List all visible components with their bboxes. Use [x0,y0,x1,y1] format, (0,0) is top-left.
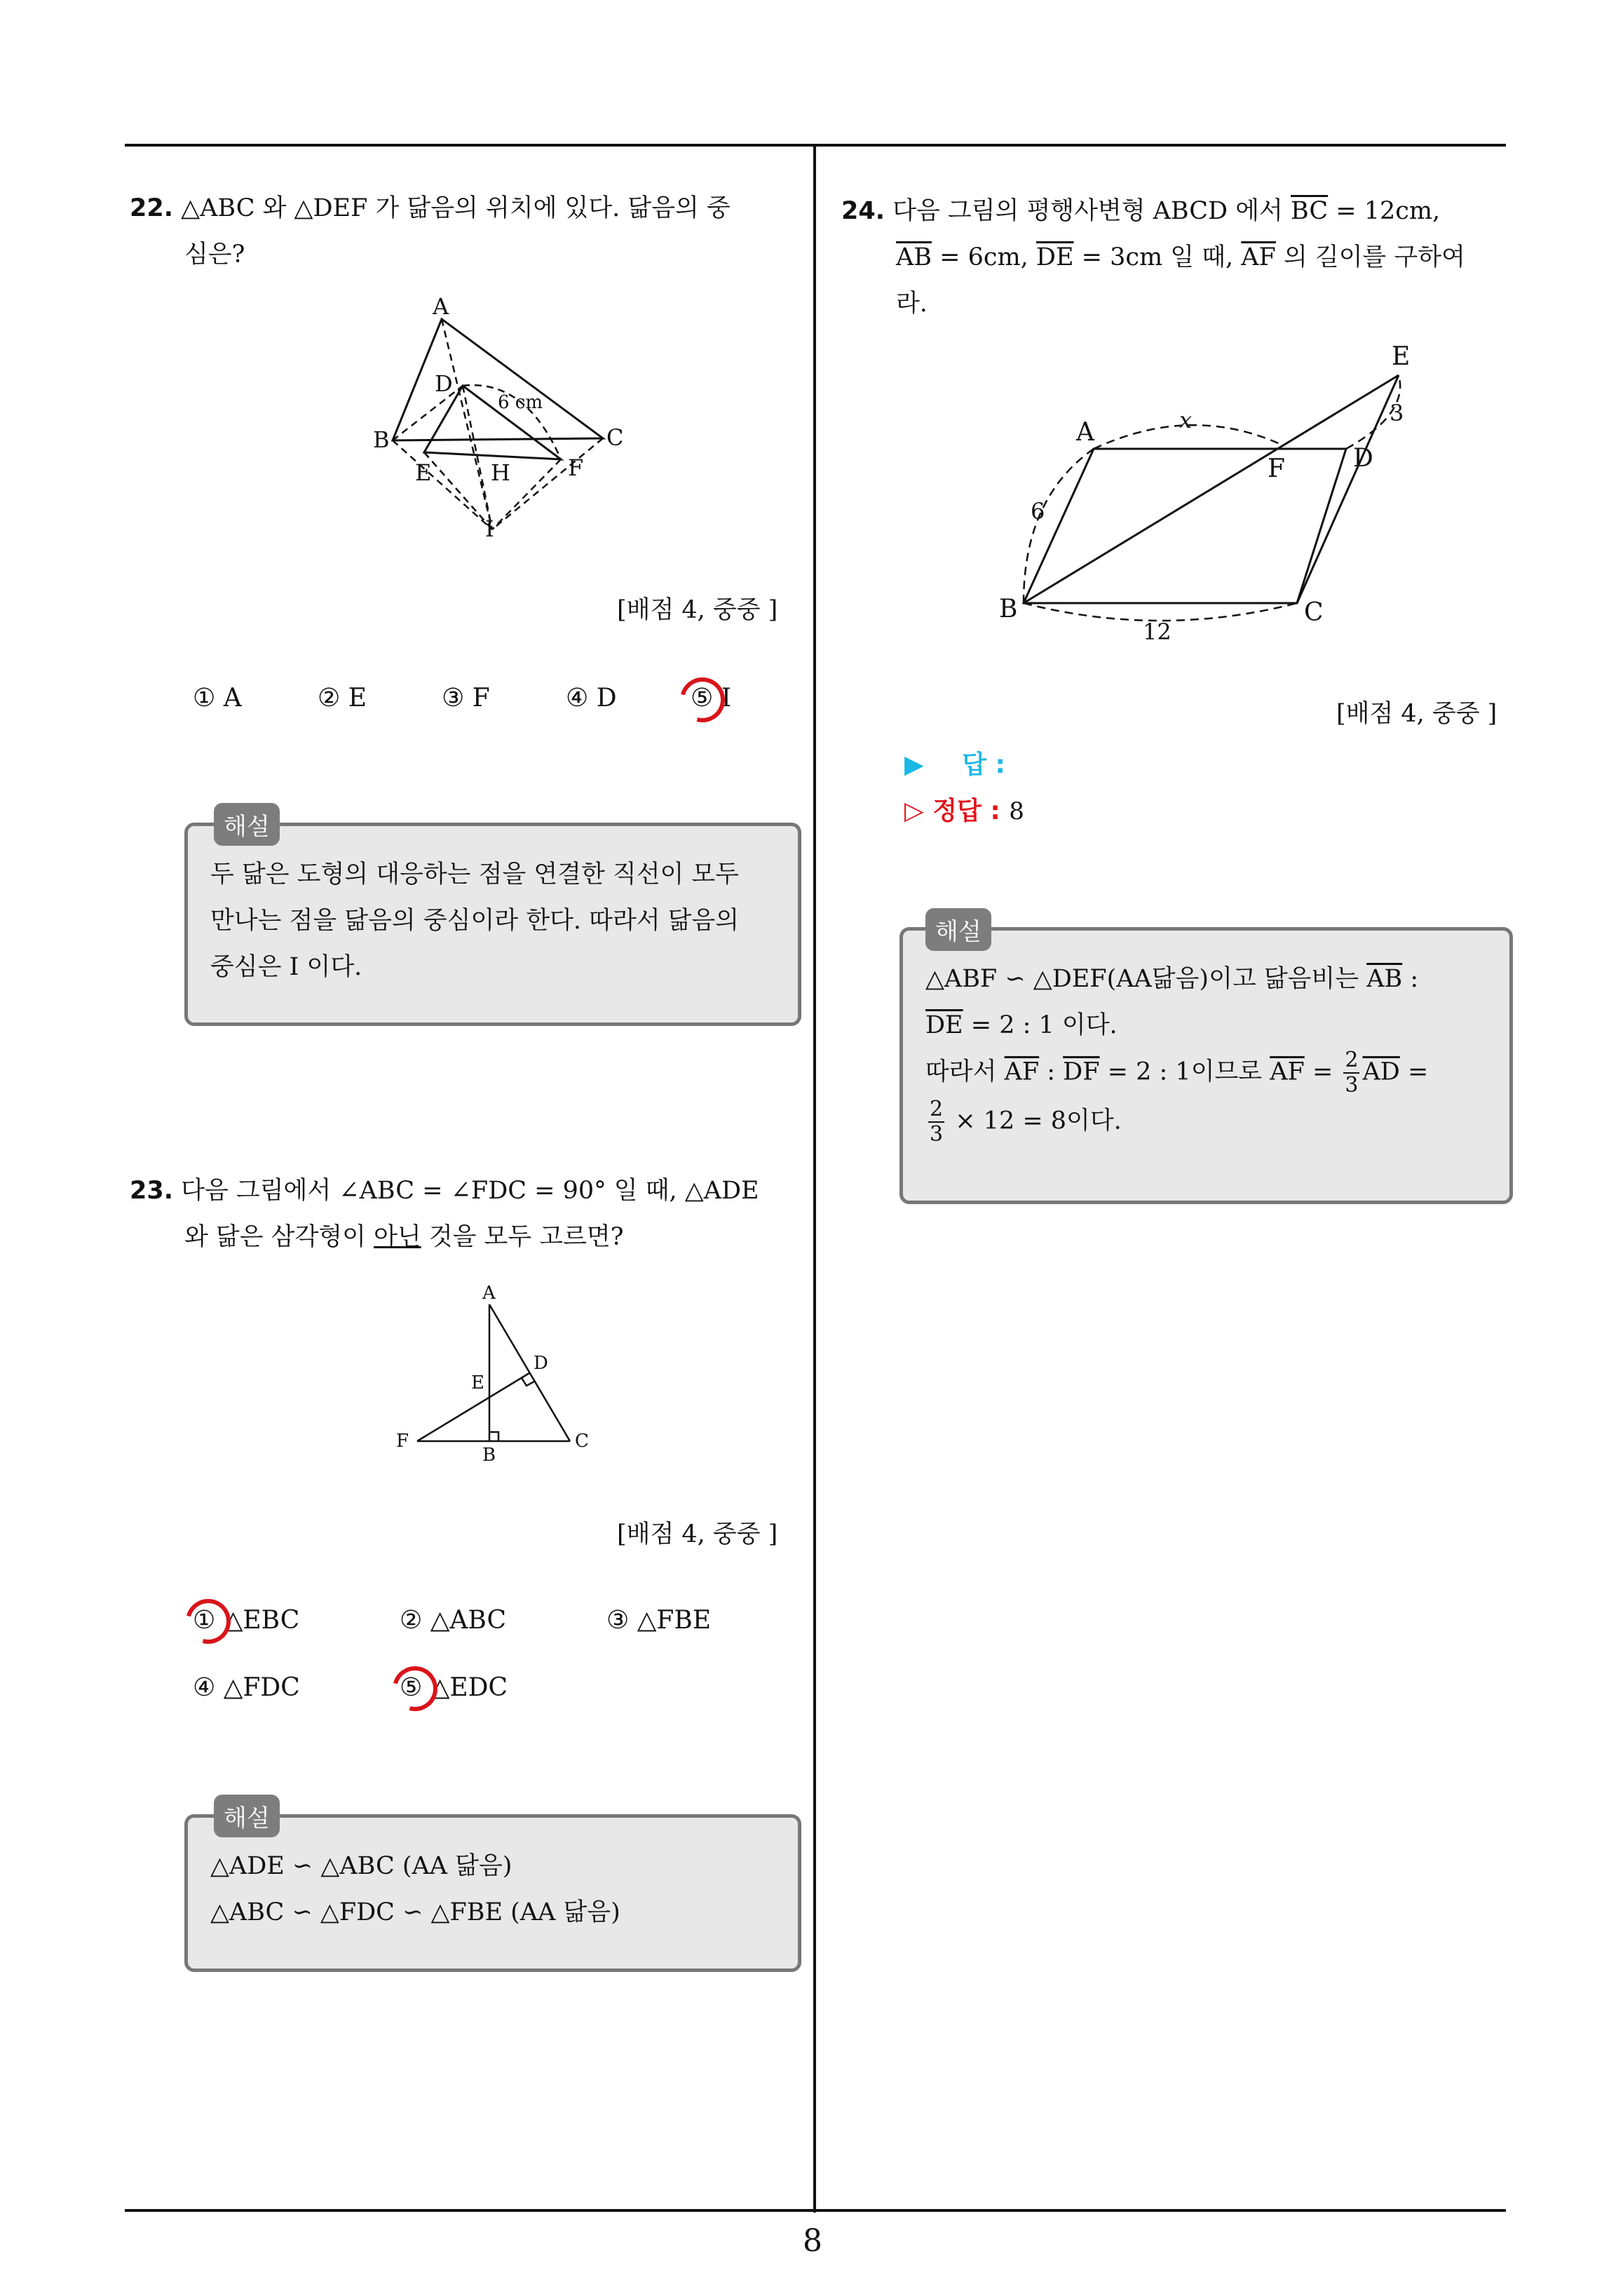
q22-explanation-line1: 두 닮은 도형의 대응하는 점을 연결한 직선이 모두 [210,860,740,889]
q24-correct-line [904,791,1024,827]
q23-label-f: F [396,1431,409,1452]
q24-exp-l3-seg1: $\overline{AF}$ [1004,1058,1040,1086]
q22-label-a: A [433,295,449,320]
q22-choice-1[interactable]: ① A [193,684,242,713]
q23-explanation-line1: △ADE ∽ △ABC (AA 닮음) [210,1852,512,1880]
q24-line-be [1024,375,1399,603]
q24-line1-post: = 12cm, [1328,197,1441,225]
q23-answer-mark-5 [384,1658,445,1719]
q24-label-d: D [1353,444,1373,473]
q22-label-i: I [485,515,494,542]
q24-exp-frac1-num: 2 [1345,1048,1359,1072]
q22-triangle-abc [393,319,603,440]
q22-label-d: D [435,370,453,397]
q24-label-a: A [1076,418,1094,447]
q24-answer-arrow-icon: ▶ [904,750,924,779]
q23-label-c: C [575,1431,589,1452]
q22-label-c: C [606,424,624,451]
q24-line1-seg: $\overline{BC}$ [1291,197,1329,225]
q24-line2-mid2: = 3cm 일 때, [1073,243,1242,271]
q24-exp-l2-post: = 2 : 1 이다. [963,1011,1118,1039]
q24-correct-label: 정답 : [932,797,1000,825]
q24-answer-line [904,745,1309,781]
q24-line2-seg2: $\overline{DE}$ [1035,243,1074,271]
q22-choice-2[interactable]: ② E [318,684,367,713]
q22-choice-3[interactable]: ③ F [442,684,490,713]
q24-label-x: x [1179,407,1193,433]
q23-choice-1[interactable]: ① △EBC [193,1606,300,1635]
q22-text-line1: △ABC 와 △DEF 가 닮음의 위치에 있다. 닮음의 중 [181,194,731,222]
q23-text-line2-post: 것을 모두 고르면? [421,1223,624,1251]
q22-answer-mark-5 [672,669,733,730]
q22-score: [배점 4, 중중 ] [617,596,778,624]
q22-question [130,185,803,278]
q23-label-b: B [482,1445,496,1466]
column-divider [813,144,816,2213]
q24-exp-fraction-2 [928,1098,944,1147]
q22-label-e: E [415,459,432,486]
q22-label-f: F [568,454,584,481]
q24-label-e: E [1392,342,1411,371]
q24-line2-mid1: = 6cm, [932,243,1036,271]
q24-line1-pre: 다음 그림의 평행사변형 ABCD 에서 [892,197,1291,225]
q22-explanation-line2: 만나는 점을 닮음의 중심이라 한다. 따라서 닮음의 [210,907,740,935]
q24-exp-l3-seg2: $\overline{DF}$ [1063,1058,1100,1086]
q23-label-d: D [534,1353,548,1374]
q23-label-a: A [482,1283,496,1304]
q24-exp-l1-seg: $\overline{AB}$ [1366,965,1403,993]
q24-exp-l1-post: : [1402,965,1419,993]
q22-label-len: 6 cm [498,392,543,413]
q22-explanation-tag: 해설 [214,803,280,846]
q22-text-line2: 심은? [184,241,245,269]
q24-exp-frac1-den: 3 [1345,1073,1359,1098]
q24-label-b: B [999,595,1018,623]
q23-question [130,1168,803,1260]
q23-text-line2-pre: 와 닮은 삼각형이 [184,1223,374,1251]
q23-text-line1: 다음 그림에서 ∠ABC = ∠FDC = 90° 일 때, △ADE [181,1177,759,1205]
q24-figure [989,337,1423,659]
q24-exp-frac2-num: 2 [930,1097,944,1121]
q22-label-b: B [373,426,390,453]
q23-choice-3[interactable]: ③ △FBE [606,1606,712,1635]
page-number: 8 [803,2223,822,2259]
q23-figure [389,1283,606,1466]
q24-answer-label: 답 : [962,750,1005,779]
q23-score: [배점 4, 중중 ] [617,1520,778,1548]
bottom-rule [125,2209,1506,2212]
q24-exp-l3-seg3: $\overline{AF}$ [1270,1058,1305,1086]
q24-exp-l2-seg: $\overline{DE}$ [925,1011,963,1039]
q22-number: 22. [130,194,174,222]
q24-exp-l3-mid2: = 2 : 1이므로 [1099,1058,1270,1086]
q24-exp-frac2-den: 3 [930,1122,944,1147]
q24-line3: 라. [896,290,928,318]
q24-answer-input[interactable] [1014,745,1309,773]
q24-correct-arrow-icon: ▷ [904,797,924,825]
q24-exp-l4-post: × 12 = 8이다. [947,1107,1122,1135]
q22-label-h: H [491,459,510,486]
q24-line2-seg1: $\overline{AB}$ [896,243,932,271]
q24-explanation-tag: 해설 [925,908,991,951]
q23-explanation-tag: 해설 [214,1795,280,1837]
q23-label-e: E [471,1372,484,1393]
q23-number: 23. [130,1177,174,1205]
q22-choice-4[interactable]: ④ D [566,684,617,713]
q24-label-6: 6 [1031,498,1045,525]
q23-text-line2-under: 아닌 [374,1223,421,1251]
q24-number: 24. [841,197,885,225]
q24-explanation-box [899,927,1513,1204]
q23-explanation-line2: △ABC ∽ △FDC ∽ △FBE (AA 닮음) [210,1898,620,1926]
q24-line2-post: 의 길이를 구하여 [1275,243,1465,271]
q23-answer-mark-1 [177,1591,238,1652]
q24-parallelogram [1024,449,1346,603]
q23-choice-5[interactable]: ⑤ △EDC [400,1673,508,1702]
q23-choice-2[interactable]: ② △ABC [400,1606,507,1635]
q24-label-12: 12 [1143,619,1172,645]
q22-figure [365,295,631,547]
q24-exp-l1-pre: △ABF ∽ △DEF(AA닮음)이고 닮음비는 [925,965,1367,993]
q24-exp-fraction-1 [1343,1048,1359,1098]
q24-correct-value: 8 [1009,797,1024,825]
q23-choice-4[interactable]: ④ △FDC [193,1673,300,1702]
q24-line2-seg3: $\overline{AF}$ [1241,243,1276,271]
q24-exp-l3-pre: 따라서 [925,1058,1005,1086]
q22-explanation-box [184,823,801,1026]
q24-exp-l3-seg4: $\overline{AD}$ [1362,1058,1400,1086]
q24-label-c: C [1304,598,1324,627]
q24-score: [배점 4, 중중 ] [1336,700,1498,728]
q24-exp-l3-mid: : [1039,1058,1064,1086]
q24-line-ce [1297,375,1399,603]
q24-label-3: 3 [1390,400,1404,426]
q23-explanation-box [184,1814,801,1972]
q24-exp-l3-post: = [1399,1058,1429,1086]
q22-choice-5[interactable]: ⑤ I [691,684,731,713]
q22-explanation-line3: 중심은 I 이다. [210,953,362,981]
q24-exp-l3-eq: = [1304,1058,1341,1086]
q24-question [841,188,1514,327]
q24-label-f: F [1268,454,1285,483]
